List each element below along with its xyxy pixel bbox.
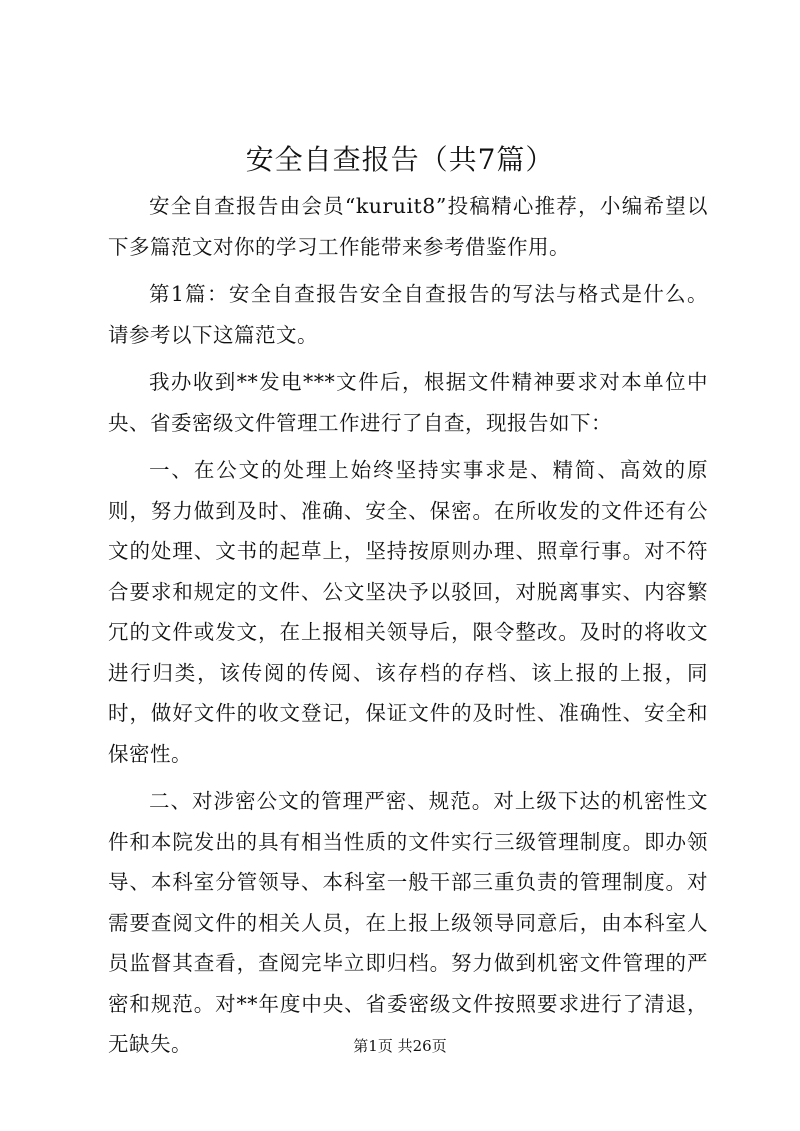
chapter-heading-paragraph: 第1篇：安全自查报告安全自查报告的写法与格式是什么。请参考以下这篇范文。 <box>108 282 708 347</box>
section-two-paragraph: 二、对涉密公文的管理严密、规范。对上级下达的机密性文件和本院发出的具有相当性质的文件实行三级管理制度。即办领导、本科室分管领导、本科室一般干部三重负责的管理制度。对需要查阅文件的相关人员，在上报上级领导同意后，由本科室人员监督其查看，查阅完毕立即归档。努力做到机密文件管理的严密和规范。对**年度中央、省委密级文件按照要求进行了清退，无缺失。 <box>108 789 708 1056</box>
report-opening-paragraph: 我办收到**发电***文件后，根据文件精神要求对本单位中央、省委密级文件管理工作进行了自查，现报告如下： <box>108 370 708 435</box>
document-body <box>108 186 708 1072</box>
page-number-footer: 第1页 共26页 <box>353 1037 447 1055</box>
section-one-paragraph: 一、在公文的处理上始终坚持实事求是、精简、高效的原则，努力做到及时、准确、安全、保密。在所收发的文件还有公文的处理、文书的起草上，坚持按原则办理、照章行事。对不符合要求和规定的文件、公文坚决予以驳回，对脱离事实、内容繁冗的文件或发文，在上报相关领导后，限令整改。及时的将收文进行归类，该传阅的传阅、该存档的存档、该上报的上报，同时，做好文件的收文登记，保证文件的及时性、准确性、安全和保密性。 <box>108 458 708 766</box>
intro-paragraph: 安全自查报告由会员“kuruit8”投稿精心推荐，小编希望以下多篇范文对你的学习工作能带来参考借鉴作用。 <box>108 194 708 259</box>
document-title: 安全自查报告（共7篇） <box>245 143 555 176</box>
